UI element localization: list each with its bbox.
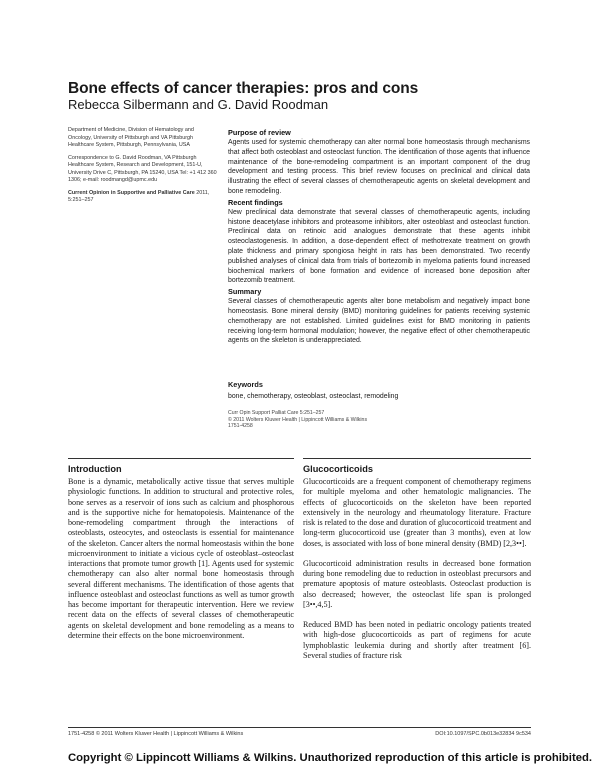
glucocorticoids-column [303,477,531,671]
citation-info [228,410,448,430]
citation-line-1: Curr Opin Support Palliat Care 5:251–257 [228,410,325,416]
keywords-block [228,380,530,402]
article-authors: Rebecca Silbermann and G. David Roodman [68,97,329,112]
abstract-summary-text: Several classes of chemotherapeutic agents alter bone metabolism and negatively impact bone homeostasis. Bone mineral density (BMD) monitoring guidelines for patients receiving systemic chemotherapy are not established. Limited guidelines exist for BMD monitoring in patients receiving long-term hormonal modulation; however, the negative effect of other chemotherapeutic agents on the skeleton is underappreciated. [228,298,530,345]
keywords-text: bone, chemotherapy, osteoblast, osteoclast, remodeling [228,393,399,400]
abstract-findings-heading: Recent findings [228,197,283,207]
keywords-heading: Keywords [228,380,263,389]
journal-reference [68,190,218,205]
article-title: Bone effects of cancer therapies: pros and cons [68,80,419,97]
citation-line-3: 1751-4258 [228,423,253,430]
abstract [228,128,530,347]
introduction-rule [68,458,294,459]
journal-name: Current Opinion in Supportive and Palliative Care [68,189,195,196]
journal-issue: 2011, 5:251–257 [68,189,210,203]
glucocorticoids-rule [303,458,531,459]
abstract-summary-heading: Summary [228,287,262,297]
glucocorticoids-paragraph-1: Glucocorticoids are a frequent component of chemotherapy regimens for multiple myeloma and other hematologic malignancies. The effects of glucocorticoids on the skeleton have been reported extensively in the neurology and rheumatology literature. Fracture risk is related to the dose and duration of glucocorticoid treatment and long-term glucocorticoid use (greater than 3 months), even at low doses, is associated with loss of bone mineral density (BMD) [2,3••]. [303,477,531,548]
glucocorticoids-heading: Glucocorticoids [303,464,373,474]
affiliation-department: Department of Medicine, Division of Hematology and Oncology, University of Pittsburgh and VA Pittsburgh Healthcare System, Pittsburgh, Pennsylvania, USA [68,127,194,148]
abstract-purpose-text: Agents used for systemic chemotherapy can alter normal bone homeostasis through mechanisms that affect both osteoblast and osteoclast function. The identification of those agents that influence maintenance of the bone-remodeling compartment is an important component of the drug development and testing process. This brief review focuses on preclinical and clinical data illustrating the effect of several classes of chemotherapeutic agents on skeletal development and bone remodeling. [228,139,530,195]
footer-left: 1751-4258 © 2011 Wolters Kluwer Health | Lippincott Williams & Wilkins [68,731,244,737]
abstract-purpose-heading: Purpose of review [228,128,291,137]
glucocorticoids-paragraph-2: Glucocorticoid administration results in decreased bone formation during bone remodeling due to reduction in osteoblast precursors and premature apoptosis of mature osteoblasts. Osteoclast production is also decreased; however, the osteoclast life span is prolonged [3••,4,5]. [303,558,531,609]
copyright-notice: Copyright © Lippincott Williams & Wilkins. Unauthorized reproduction of this article is prohibited. [68,752,593,764]
correspondence: Correspondence to G. David Roodman, VA Pittsburgh Healthcare System, Research and Development, 151-U, University Drive C, Pittsburgh, PA 15240, USA Tel: +1 412 360 1306; e-mail: roodmangd@upmc.edu [68,154,217,183]
introduction-heading: Introduction [68,464,122,474]
introduction-text: Bone is a dynamic, metabolically active tissue that serves multiple physiologic functions. In addition to structural and protective roles, bone serves as a reservoir of ions such as calcium and phosphorous and is the supportive niche for hematopoiesis. Maintenance of the bone-remodeling compartment through the interactions of osteoblasts, osteocytes, and osteoclasts is essential for maintenance of the skeleton. Cancer alters the normal homeostasis within the bone microenvironment to initiate a vicious cycle of osteoblast–osteoclast interactions that promote tumor growth [1]. Agents used for systemic chemotherapy can also alter normal bone homeostasis through several different mechanisms. The identification of those agents that influence osteoblast and osteoclast functions as well as tumor growth has become important for therapeutic intervention. Here we review recent data on the effects of several classes of chemotherapeutic agents on skeletal development and bone remodeling as a means to determine their effects on the bone microenvironment. [68,477,294,640]
abstract-findings-text: New preclinical data demonstrate that several classes of chemotherapeutic agents, including histone deacetylase inhibitors and proteasome inhibitors, alter osteoblast and osteoclast function. Preclinical data on retinoic acid analogues demonstrate that these agents inhibit osteoclastogenesis. In addition, a dose-dependent effect of methotrexate treatment on growth plate thickness and primary spongiosa height in rats has been demonstrated. Two recently published analyses of clinical data from trials of bortezomib in myeloma patients found increased biochemical markers of bone formation and evidence of increased bone deposition after bortezomib treatment. [228,208,530,285]
footer-rule [68,727,531,728]
glucocorticoids-paragraph-3: Reduced BMD has been noted in pediatric oncology patients treated with high-dose glucocorticoids as part of regimens for acute lymphoblastic leukemia during and shortly after treatment [6]. Several studies of fracture risk [303,620,531,660]
affiliation-block [68,127,218,210]
citation-line-2: © 2011 Wolters Kluwer Health | Lippincott Williams & Wilkins [228,416,368,423]
footer-doi: DOI:10.1097/SPC.0b013e32834 9c534 [435,731,531,737]
